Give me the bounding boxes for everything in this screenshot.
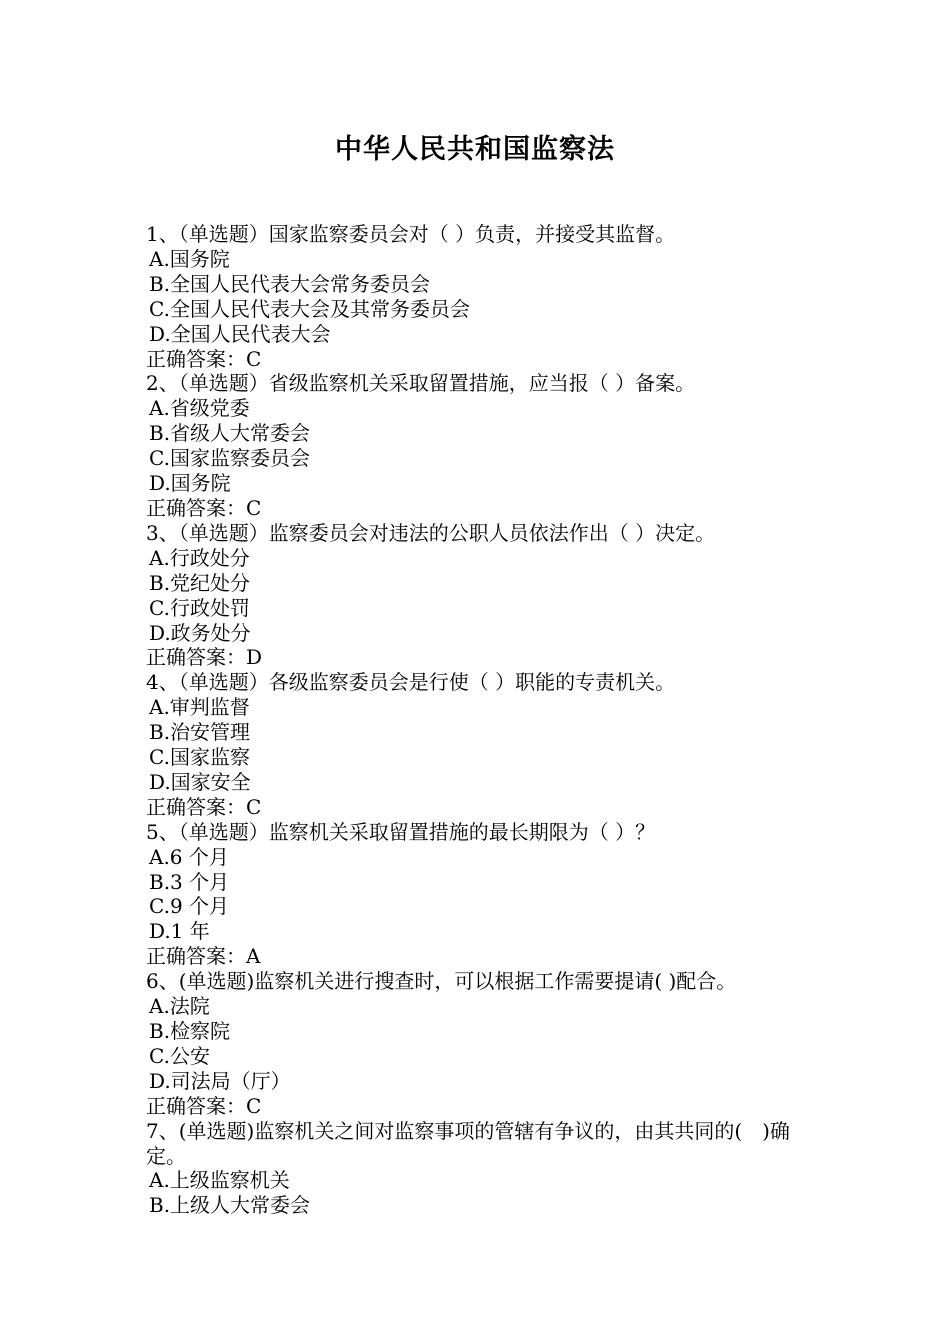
- option-d: D.国家安全: [149, 769, 251, 794]
- option-c: C.公安: [149, 1043, 210, 1068]
- question-list: [146, 222, 816, 1218]
- question-text: 1、（单选题）国家监察委员会对（ ）负责，并接受其监督。: [146, 222, 676, 246]
- option-c: C.国家监察委员会: [149, 446, 310, 471]
- option-a: A.国务院: [149, 246, 230, 271]
- question-item: [146, 371, 816, 520]
- question-item: [146, 1119, 816, 1219]
- correct-answer: 正确答案：C: [146, 794, 262, 819]
- option-a: A.法院: [149, 994, 210, 1019]
- question-text: 4、（单选题）各级监察委员会是行使（ ）职能的专责机关。: [146, 670, 676, 695]
- document-title: 中华人民共和国监察法: [335, 134, 615, 165]
- option-d: D.政务处分: [149, 620, 251, 645]
- question-text: 7、(单选题)监察机关之间对监察事项的管辖有争议的，由其共同的( )确定。: [146, 1118, 790, 1168]
- option-b: B.检察院: [149, 1019, 231, 1043]
- option-c: C.行政处罚: [149, 595, 250, 620]
- question-item: [146, 222, 816, 371]
- correct-answer: 正确答案：C: [146, 1093, 262, 1118]
- question-item: [146, 820, 816, 969]
- correct-answer: 正确答案：D: [146, 645, 263, 670]
- option-c: C.9 个月: [149, 894, 230, 919]
- option-b: B.党纪处分: [149, 570, 251, 595]
- question-text: 5、（单选题）监察机关采取留置措施的最长期限为（ ）？: [146, 819, 656, 844]
- option-a: A.省级党委: [149, 396, 250, 421]
- option-b: B.省级人大常委会: [149, 421, 311, 446]
- option-d: D.全国人民代表大会: [149, 321, 331, 346]
- option-b: B.上级人大常委会: [149, 1193, 311, 1218]
- option-c: C.国家监察: [149, 745, 250, 770]
- correct-answer: 正确答案：A: [146, 944, 261, 969]
- question-item: [146, 670, 816, 819]
- option-d: D.司法局（厅）: [149, 1068, 291, 1093]
- correct-answer: 正确答案：C: [146, 495, 262, 520]
- question-item: [146, 521, 816, 670]
- correct-answer: 正确答案：C: [146, 346, 262, 371]
- option-a: A.上级监察机关: [149, 1168, 290, 1193]
- option-b: B.3 个月: [149, 869, 230, 894]
- option-a: A.6 个月: [149, 844, 229, 869]
- option-d: D.国务院: [149, 471, 231, 496]
- option-d: D.1 年: [149, 919, 210, 944]
- question-text: 2、（单选题）省级监察机关采取留置措施，应当报（ ）备案。: [146, 371, 696, 396]
- option-a: A.行政处分: [149, 545, 250, 570]
- option-a: A.审判监督: [149, 695, 250, 720]
- question-text: 3、（单选题）监察委员会对违法的公职人员依法作出（ ）决定。: [146, 520, 716, 545]
- option-b: B.全国人民代表大会常务委员会: [149, 271, 431, 296]
- question-item: [146, 969, 816, 1118]
- question-text: 6、(单选题)监察机关进行搜查时，可以根据工作需要提请( )配合。: [146, 969, 737, 994]
- option-c: C.全国人民代表大会及其常务委员会: [149, 296, 470, 321]
- option-b: B.治安管理: [149, 720, 251, 745]
